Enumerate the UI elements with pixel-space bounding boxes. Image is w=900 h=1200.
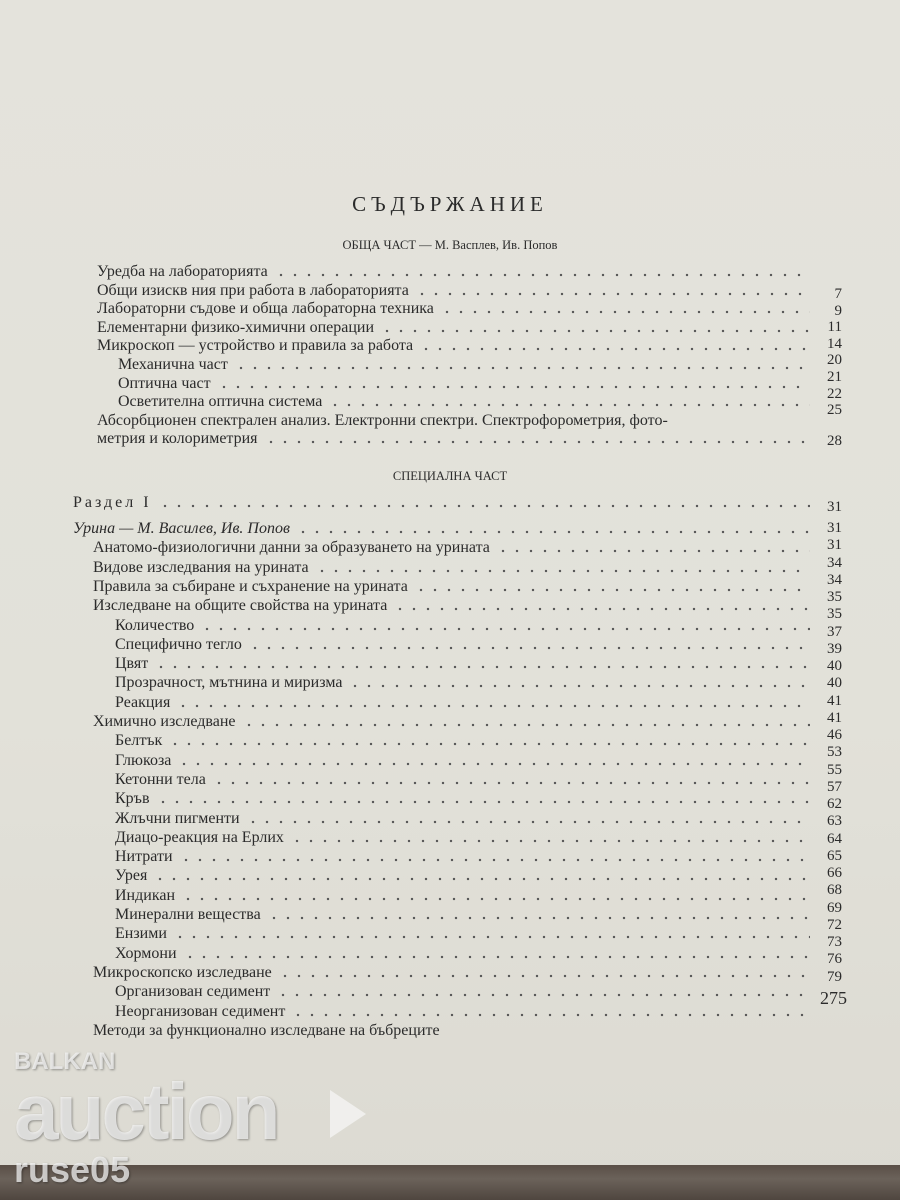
- toc-entry: [115, 925, 810, 943]
- toc-entry-label: Нитрати: [115, 848, 173, 866]
- toc-page-number: 31: [827, 499, 842, 515]
- toc-page-number: 11: [827, 319, 842, 336]
- toc-page-number: 21: [827, 369, 842, 385]
- dot-leader: [264, 440, 810, 444]
- toc-entry-label: Реакция: [115, 693, 171, 711]
- toc-entry-label: Общи изискв ния при работа в лабораторията: [97, 281, 409, 299]
- toc-page-number: 57: [827, 778, 842, 795]
- toc-entry-label: Анатомо-физиологични данни за образуването на урината: [93, 539, 490, 557]
- dot-leader: [496, 549, 810, 553]
- toc-entry-label: Елементарни физико-химични операции: [97, 318, 375, 336]
- dot-leader: [248, 646, 810, 650]
- toc-entry-label: Цвят: [115, 655, 149, 673]
- toc-entry: [93, 713, 810, 731]
- toc-section-entry: [73, 494, 810, 512]
- dot-leader: [393, 607, 810, 611]
- toc-page-number: 40: [827, 658, 842, 674]
- toc-entry: [93, 578, 810, 596]
- toc-entry: [115, 848, 810, 866]
- toc-page-number: 28: [827, 432, 842, 449]
- dot-leader: [176, 704, 810, 708]
- toc-entry: [115, 1003, 810, 1021]
- toc-entry: [97, 337, 810, 355]
- toc-entry: [97, 412, 810, 430]
- toc-page-number: 35: [827, 606, 842, 623]
- toc-page-number: 31: [827, 537, 842, 554]
- toc-entry-label: Прозрачност, мътнина и миризма: [115, 674, 343, 692]
- dot-leader: [419, 347, 810, 351]
- toc-entry-label: Изследване на общите свойства на урината: [93, 597, 388, 615]
- toc-entry: [73, 520, 810, 538]
- toc-entry-label: Хормони: [115, 944, 177, 962]
- toc-entry: [115, 945, 810, 963]
- dot-leader: [291, 1013, 810, 1017]
- toc-entry-label: Механична част: [118, 356, 228, 373]
- toc-page-number: 72: [827, 916, 842, 933]
- toc-entry-label: Кръв: [115, 790, 150, 808]
- toc-entry: [93, 539, 810, 557]
- toc-page-number: 55: [827, 761, 842, 778]
- toc-entry-label: Белтък: [115, 732, 163, 750]
- dot-leader: [246, 820, 810, 824]
- toc-page-number: 76: [827, 951, 842, 968]
- toc-entry-label: Ензими: [115, 925, 167, 943]
- toc-entry: [97, 300, 810, 318]
- toc-page-number: 41: [827, 692, 842, 709]
- toc-entry-label: Химично изследване: [93, 713, 236, 730]
- toc-entry-label: Лабораторни съдове и обща лабораторна техника: [97, 300, 434, 318]
- toc-page-number: 14: [827, 335, 842, 352]
- general-part-heading: ОБЩА ЧАСТ — М. Васплев, Ив. Попов: [342, 238, 558, 252]
- toc-entry-label: Методи за функционално изследване на бъбреците: [93, 1021, 440, 1039]
- toc-page-number: 62: [827, 796, 842, 812]
- toc-entry: [97, 263, 810, 281]
- watermark-logo-auction: auction: [14, 1067, 278, 1156]
- dot-leader: [177, 762, 810, 766]
- toc-entry: [93, 964, 810, 982]
- dot-leader: [296, 530, 810, 534]
- toc-page-number: 53: [827, 744, 842, 761]
- watermark-play-icon: [330, 1090, 366, 1138]
- toc-entry-label: Индикан: [115, 886, 176, 904]
- toc-entry-label: Урина — М. Василев, Ив. Попов: [73, 520, 290, 537]
- dot-leader: [173, 935, 810, 939]
- dot-leader: [380, 329, 810, 333]
- toc-page-number: 68: [827, 882, 842, 899]
- toc-page-number: 69: [827, 899, 842, 916]
- toc-entry-label: Количество: [115, 616, 195, 634]
- toc-entry: [93, 1022, 810, 1040]
- toc-page-number: 39: [827, 640, 842, 657]
- dot-leader: [276, 993, 810, 997]
- dot-leader: [415, 292, 810, 296]
- toc-page-number: 46: [827, 727, 842, 743]
- toc-page-number: 9: [834, 302, 842, 319]
- toc-entry-label: Кетонни тела: [115, 770, 206, 788]
- toc-entry-label: Неорганизован седимент: [115, 1002, 286, 1020]
- dot-leader: [168, 742, 810, 746]
- toc-entry: [93, 559, 810, 577]
- toc-entry: [115, 810, 810, 828]
- toc-entry-label: Осветителна оптична система: [118, 393, 323, 411]
- dot-leader: [234, 366, 810, 370]
- toc-entry-label: Оптична част: [118, 374, 211, 392]
- toc-entry-label: Правила за събиране и съхранение на урината: [93, 577, 408, 595]
- toc-entry-label: Специфично тегло: [115, 635, 242, 653]
- dot-leader: [274, 273, 810, 277]
- toc-entry-label: Микроскоп — устройство и правила за работа: [97, 337, 414, 355]
- dot-leader: [348, 684, 810, 688]
- watermark-seller: ruse05: [14, 1149, 131, 1190]
- toc-page-number: 34: [827, 571, 842, 588]
- background-surface: [0, 1165, 900, 1200]
- toc-page-number: 66: [827, 865, 842, 881]
- toc-entry: [115, 983, 810, 1001]
- dot-leader: [217, 385, 810, 389]
- toc-page-number: 65: [827, 847, 842, 864]
- toc-entry-label: метрия и колориметрия: [97, 430, 258, 448]
- dot-leader: [414, 588, 810, 592]
- toc-page-number: 63: [827, 813, 842, 830]
- toc-entry: [115, 674, 810, 692]
- toc-entry-label: Глюкоза: [115, 751, 172, 769]
- dot-leader: [183, 955, 810, 959]
- toc-entry-label: Микроскопско изследване: [93, 963, 272, 981]
- toc-entry-label: Раздел I: [73, 494, 152, 511]
- toc-entry: [97, 282, 810, 300]
- toc-entry: [97, 430, 810, 448]
- dot-leader: [179, 858, 810, 862]
- page-title: СЪДЪРЖАНИЕ: [352, 192, 548, 216]
- toc-entry-label: Видове изследвания на урината: [93, 558, 309, 576]
- toc-entry: [118, 356, 810, 374]
- dot-leader: [440, 310, 810, 314]
- watermark-logo: BALKAN: [14, 1048, 116, 1075]
- toc-entry-label: Минерални вещества: [115, 906, 261, 923]
- toc-entry: [118, 375, 810, 393]
- toc-page-number: 34: [827, 554, 842, 571]
- toc-page-number: 37: [827, 623, 842, 640]
- dot-leader: [156, 800, 811, 804]
- special-part-heading: СПЕЦИАЛНА ЧАСТ: [392, 469, 508, 483]
- toc-page-number: 41: [827, 709, 842, 726]
- toc-entry-label: Уредба на лабораторията: [97, 263, 268, 280]
- toc-entry-label: Организован седимент: [115, 983, 271, 1001]
- dot-leader: [200, 627, 810, 631]
- dot-leader: [154, 665, 810, 669]
- toc-entry-label: Диацо-реакция на Ерлих: [115, 828, 284, 846]
- dot-leader: [158, 504, 810, 508]
- toc-entry: [115, 636, 810, 654]
- toc-entry: [115, 655, 810, 673]
- toc-page-number: 73: [827, 934, 842, 950]
- dot-leader: [290, 839, 810, 843]
- toc-page-number: 25: [827, 402, 842, 419]
- toc-entry: [115, 887, 810, 905]
- toc-entry-label: Жлъчни пигменти: [115, 809, 240, 827]
- toc-entry: [115, 829, 810, 847]
- toc-entry: [115, 906, 810, 924]
- toc-entry: [115, 732, 810, 750]
- toc-page-number: 31: [827, 520, 842, 536]
- dot-leader: [212, 781, 810, 785]
- toc-entry: [115, 790, 810, 808]
- toc-entry: [118, 393, 810, 411]
- toc-page-number: 35: [827, 589, 842, 605]
- dot-leader: [278, 974, 810, 978]
- toc-entry-label: Абсорбционен спектрален анализ. Електронни спектри. Спектрофорометрия, фото-: [97, 411, 668, 429]
- toc-entry: [97, 319, 810, 337]
- toc-entry: [115, 617, 810, 635]
- toc-entry: [93, 597, 810, 615]
- dot-leader: [267, 916, 810, 920]
- toc-entry-label: Урея: [115, 867, 148, 885]
- toc-page-number: 7: [834, 286, 842, 302]
- toc-entry: [115, 867, 810, 885]
- dot-leader: [242, 723, 810, 727]
- toc-entry: [115, 694, 810, 712]
- dot-leader: [181, 897, 810, 901]
- toc-page-number: 64: [827, 830, 842, 847]
- toc-page-number: 22: [827, 385, 842, 402]
- dot-leader: [315, 569, 810, 573]
- toc-page-number: 20: [827, 352, 842, 369]
- toc-page-number: 40: [827, 675, 842, 692]
- page-number: 275: [820, 988, 847, 1008]
- toc-entry: [115, 771, 810, 789]
- toc-entry: [115, 752, 810, 770]
- dot-leader: [328, 403, 810, 407]
- toc-page-number: 79: [827, 968, 842, 985]
- dot-leader: [153, 877, 810, 881]
